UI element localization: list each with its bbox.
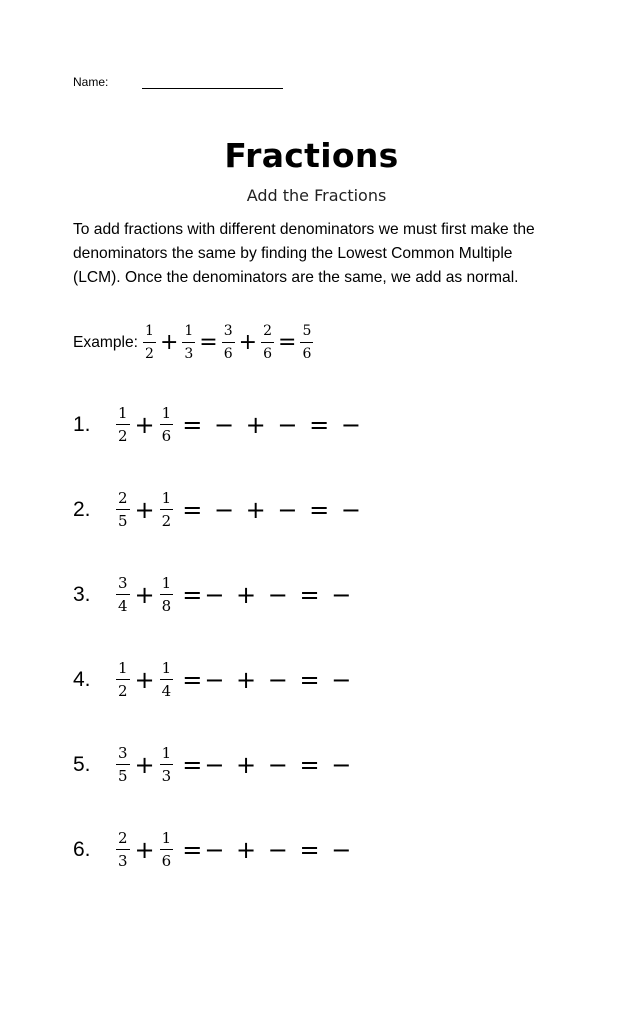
example-fraction: $\frac{1}{2}$ <box>145 323 154 362</box>
worksheet-subtitle: Add the Fractions <box>246 186 387 205</box>
answer-blanks[interactable]: =− + − = − <box>182 665 354 694</box>
fraction-a: $\frac{3}{5}$ <box>118 744 128 785</box>
fraction-b: $\frac{1}{2}$ <box>161 489 172 530</box>
example-operator: + <box>238 329 258 355</box>
fraction-b: $\frac{1}{3}$ <box>161 744 172 785</box>
fraction-b: $\frac{1}{6}$ <box>161 829 172 870</box>
problem-1 <box>73 405 363 444</box>
fraction-b: $\frac{1}{8}$ <box>161 574 172 615</box>
answer-blanks[interactable]: = − + − = − <box>182 410 364 439</box>
problem-number: 4. <box>73 667 91 691</box>
problem-6 <box>73 830 353 869</box>
answer-blanks[interactable]: =− + − = − <box>182 835 354 864</box>
problem-2 <box>73 490 363 529</box>
example-fraction: $\frac{2}{6}$ <box>263 323 273 362</box>
example-equation <box>73 323 316 362</box>
problem-number: 2. <box>73 497 91 521</box>
fraction-a: $\frac{1}{2}$ <box>118 404 128 445</box>
example-operator: + <box>159 329 179 355</box>
plus-sign: + <box>134 580 155 609</box>
fraction-a: $\frac{3}{4}$ <box>118 574 128 615</box>
plus-sign: + <box>134 750 155 779</box>
fraction-a: $\frac{2}{5}$ <box>118 489 128 530</box>
example-operator: = <box>199 329 218 355</box>
problem-number: 1. <box>73 412 91 436</box>
example-label: Example: <box>73 333 139 351</box>
plus-sign: + <box>134 665 155 694</box>
instructions-paragraph: To add fractions with different denominators we must first make the denominators the same by finding the Lowest Common Multiple (LCM). Once the denominators are the same, we add as normal. <box>73 221 535 286</box>
worksheet-title: Fractions <box>224 136 399 175</box>
problem-number: 6. <box>73 837 91 861</box>
fraction-a: $\frac{2}{3}$ <box>118 829 128 870</box>
example-fraction: $\frac{3}{6}$ <box>223 323 233 362</box>
answer-blanks[interactable]: = − + − = − <box>182 495 364 524</box>
fraction-b: $\frac{1}{6}$ <box>161 404 172 445</box>
problem-number: 3. <box>73 582 91 606</box>
plus-sign: + <box>134 410 155 439</box>
example-fraction: $\frac{5}{6}$ <box>302 323 312 362</box>
example-fraction: $\frac{1}{3}$ <box>184 323 194 362</box>
plus-sign: + <box>134 495 155 524</box>
answer-blanks[interactable]: =− + − = − <box>182 750 354 779</box>
name-label: Name: <box>73 75 109 89</box>
fraction-b: $\frac{1}{4}$ <box>161 659 172 700</box>
fraction-a: $\frac{1}{2}$ <box>118 659 128 700</box>
answer-blanks[interactable]: =− + − = − <box>182 580 354 609</box>
problem-number: 5. <box>73 752 91 776</box>
name-field-row <box>73 74 283 89</box>
problem-5 <box>73 745 353 784</box>
plus-sign: + <box>134 835 155 864</box>
example-operator: = <box>278 329 297 355</box>
problem-3 <box>73 575 353 614</box>
problem-4 <box>73 660 353 699</box>
name-blank-line[interactable] <box>142 74 283 89</box>
